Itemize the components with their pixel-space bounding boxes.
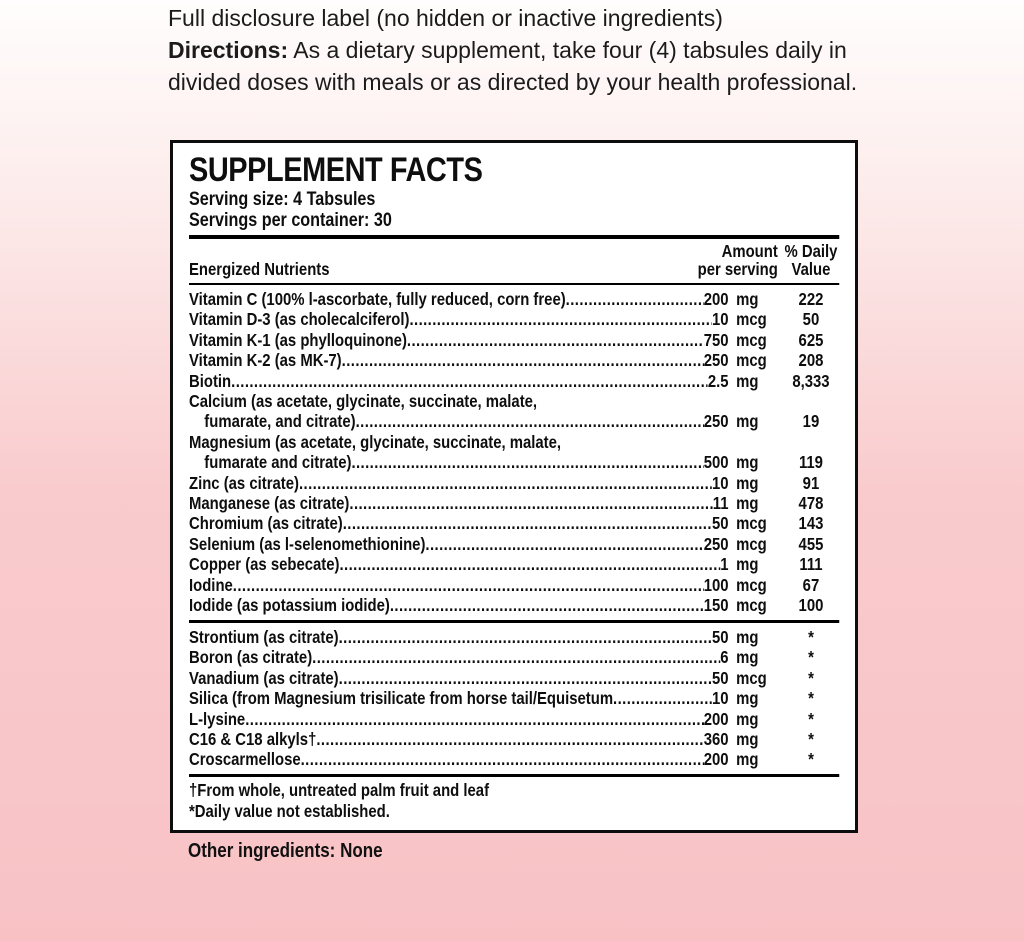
- nutrient-name: Croscarmellose: [189, 749, 301, 770]
- amount-unit: mg: [736, 708, 759, 729]
- nutrient-line: [189, 709, 839, 729]
- nutrient-row: [189, 709, 839, 729]
- nutrient-line: [189, 627, 839, 647]
- amount-unit: mcg: [736, 329, 767, 350]
- supplement-facts-panel: [170, 140, 858, 833]
- directions-text: As a dietary supplement, take four (4) tabsules daily in divided doses with meals or as directed by your health professional.: [168, 37, 858, 95]
- daily-value: *: [808, 688, 814, 709]
- nutrient-row: [189, 289, 839, 309]
- nutrient-name: Boron (as citrate): [189, 647, 313, 668]
- nutrient-row: [189, 473, 839, 493]
- other-ingredients-wrap: [188, 840, 613, 863]
- amount-value: 500: [703, 452, 729, 473]
- amount-header-line2: per serving: [697, 259, 778, 279]
- serving-size: Serving size: 4 Tabsules: [189, 189, 376, 210]
- dot-leader: [301, 749, 704, 769]
- amount-unit: mcg: [736, 350, 767, 371]
- nutrient-row: [189, 688, 839, 708]
- dot-leader: [566, 289, 704, 309]
- nutrient-line: [189, 688, 839, 708]
- nutrient-name: Iodide (as potassium iodide): [189, 595, 390, 616]
- column-header-nutrients: Energized Nutrients: [189, 259, 330, 279]
- daily-value: 19: [802, 411, 820, 432]
- nutrient-row: [189, 513, 839, 533]
- nutrient-row: [189, 729, 839, 749]
- dot-leader: [312, 647, 720, 667]
- amount-unit: mg: [736, 627, 759, 647]
- daily-value: 8,333: [792, 370, 830, 391]
- nutrient-row: [189, 647, 839, 667]
- daily-value: 222: [798, 289, 824, 309]
- column-header-daily-value: [783, 242, 839, 279]
- nutrient-line: [189, 432, 839, 452]
- other-ingredients: Other ingredients: None: [188, 840, 383, 862]
- amount-unit: mg: [736, 554, 759, 575]
- nutrient-line: [189, 330, 839, 350]
- amount-value: 50: [711, 627, 729, 647]
- dot-leader: [351, 452, 703, 472]
- nutrient-name: Biotin: [189, 370, 232, 391]
- nutrient-name: Selenium (as l-selenomethionine): [189, 533, 426, 554]
- nutrient-row: [189, 575, 839, 595]
- nutrient-line: [189, 411, 839, 431]
- amount-unit: mcg: [736, 595, 767, 616]
- dot-leader: [407, 330, 704, 350]
- dot-leader: [356, 411, 704, 431]
- daily-value: 478: [798, 493, 824, 514]
- dot-leader: [245, 709, 703, 729]
- nutrient-name: fumarate, and citrate): [204, 411, 356, 432]
- dot-leader: [231, 371, 708, 391]
- nutrient-line: [189, 473, 839, 493]
- divider: [189, 774, 839, 778]
- amount-unit: mcg: [736, 513, 767, 534]
- panel-content: [189, 153, 839, 822]
- amount-value: 6: [720, 647, 729, 668]
- dv-header-line2: Value: [791, 259, 831, 279]
- nutrient-name: L-lysine: [189, 708, 246, 729]
- servings-per-container: Servings per container: 30: [189, 209, 392, 231]
- nutrient-row: [189, 371, 839, 391]
- daily-value: *: [808, 647, 814, 668]
- nutrient-name: Zinc (as citrate): [189, 472, 299, 493]
- column-header-amount: [698, 242, 783, 279]
- daily-value: 91: [802, 472, 820, 493]
- nutrient-line: [189, 647, 839, 667]
- nutrient-section-main: [189, 289, 839, 616]
- daily-value: *: [808, 667, 814, 688]
- dot-leader: [390, 595, 704, 615]
- footnote-asterisk: *Daily value not established.: [189, 801, 390, 822]
- amount-unit: mg: [736, 493, 759, 514]
- amount-value: 2.5: [707, 370, 729, 391]
- nutrient-line: [189, 350, 839, 370]
- amount-unit: mcg: [736, 667, 767, 688]
- directions-line: [168, 34, 868, 98]
- nutrient-name: Vitamin C (100% l-ascorbate, fully reduced, corn free): [189, 289, 566, 309]
- amount-unit: mcg: [736, 309, 767, 330]
- amount-unit: mg: [736, 370, 759, 391]
- amount-unit: mg: [736, 411, 759, 432]
- nutrient-name: Copper (as sebecate): [189, 554, 340, 575]
- intro-text: [168, 2, 868, 98]
- nutrient-name: C16 & C18 alkyls†: [189, 729, 317, 750]
- nutrient-row: [189, 309, 839, 329]
- divider: [189, 283, 839, 286]
- panel-title: SUPPLEMENT FACTS: [189, 151, 483, 189]
- nutrient-name: Vitamin K-2 (as MK-7): [189, 350, 342, 371]
- nutrient-name: Vitamin K-1 (as phylloquinone): [189, 329, 407, 350]
- amount-value: 360: [703, 729, 729, 750]
- daily-value: 50: [802, 309, 820, 330]
- dot-leader: [409, 309, 712, 329]
- amount-unit: mcg: [736, 533, 767, 554]
- nutrient-row: [189, 432, 839, 473]
- amount-unit: mg: [736, 472, 759, 493]
- amount-value: 250: [703, 350, 729, 371]
- amount-unit: mg: [736, 688, 759, 709]
- footnotes: [189, 780, 839, 822]
- daily-value: 100: [798, 595, 824, 616]
- dot-leader: [233, 575, 704, 595]
- nutrient-name: fumarate and citrate): [204, 452, 352, 473]
- amount-unit: mg: [736, 749, 759, 770]
- amount-value: 150: [703, 595, 729, 616]
- nutrient-row: [189, 391, 839, 432]
- daily-value: 119: [798, 452, 823, 473]
- dot-leader: [299, 473, 712, 493]
- nutrient-row: [189, 749, 839, 769]
- daily-value: *: [808, 627, 814, 647]
- amount-unit: mg: [736, 729, 759, 750]
- daily-value: 111: [799, 554, 823, 575]
- amount-header-line1: Amount: [721, 240, 778, 261]
- nutrient-row: [189, 330, 839, 350]
- nutrient-row: [189, 493, 839, 513]
- amount-value: 200: [703, 708, 729, 729]
- amount-value: 250: [703, 411, 729, 432]
- amount-value: 10: [711, 309, 729, 330]
- dot-leader: [339, 668, 712, 688]
- nutrient-line: [189, 729, 839, 749]
- dot-leader: [342, 350, 704, 370]
- daily-value: 208: [798, 350, 824, 371]
- nutrient-name: Magnesium (as acetate, glycinate, succinate, malate,: [189, 431, 562, 452]
- amount-value: 50: [711, 667, 729, 688]
- daily-value: 625: [798, 329, 824, 350]
- dot-leader: [343, 513, 712, 533]
- nutrient-name: Calcium (as acetate, glycinate, succinate, malate,: [189, 391, 538, 412]
- daily-value: 455: [798, 533, 824, 554]
- daily-value: 143: [798, 513, 824, 534]
- dot-leader: [316, 729, 703, 749]
- nutrient-name: Silica (from Magnesium trisilicate from horse tail/Equisetum: [189, 688, 614, 709]
- full-disclosure-line: Full disclosure label (no hidden or inactive ingredients): [168, 5, 723, 31]
- nutrient-line: [189, 289, 839, 309]
- nutrient-row: [189, 627, 839, 647]
- amount-unit: mcg: [736, 574, 767, 595]
- nutrient-line: [189, 452, 839, 472]
- amount-value: 10: [711, 688, 729, 709]
- nutrient-line: [189, 391, 839, 411]
- amount-value: 200: [703, 749, 729, 770]
- dot-leader: [339, 627, 712, 647]
- amount-unit: mg: [736, 647, 759, 668]
- amount-unit: mg: [736, 289, 759, 309]
- amount-value: 250: [703, 533, 729, 554]
- daily-value: *: [808, 729, 814, 750]
- divider: [189, 620, 839, 624]
- nutrient-line: [189, 668, 839, 688]
- amount-value: 50: [711, 513, 729, 534]
- dot-leader: [613, 688, 712, 708]
- dot-leader: [339, 554, 720, 574]
- nutrient-name: Strontium (as citrate): [189, 627, 339, 647]
- dot-leader: [425, 534, 703, 554]
- amount-value: 10: [711, 472, 729, 493]
- amount-value: 11: [712, 493, 729, 514]
- nutrient-line: [189, 575, 839, 595]
- daily-value: 67: [802, 574, 820, 595]
- nutrient-line: [189, 371, 839, 391]
- directions-label: Directions:: [168, 37, 289, 63]
- nutrient-line: [189, 749, 839, 769]
- daily-value: *: [808, 749, 814, 770]
- nutrient-line: [189, 513, 839, 533]
- nutrient-name: Vanadium (as citrate): [189, 667, 339, 688]
- amount-value: 1: [720, 554, 729, 575]
- table-header: [189, 242, 839, 279]
- nutrient-row: [189, 668, 839, 688]
- nutrient-name: Iodine: [189, 574, 233, 595]
- nutrient-line: [189, 554, 839, 574]
- daily-value: *: [808, 708, 814, 729]
- nutrient-row: [189, 350, 839, 370]
- nutrient-section-secondary: [189, 627, 839, 770]
- dv-header-line1: % Daily: [784, 240, 838, 261]
- nutrient-row: [189, 554, 839, 574]
- amount-value: 200: [703, 289, 729, 309]
- nutrient-name: Chromium (as citrate): [189, 513, 343, 534]
- amount-unit: mg: [736, 452, 759, 473]
- nutrient-row: [189, 534, 839, 554]
- amount-value: 750: [703, 329, 729, 350]
- divider: [189, 235, 839, 239]
- nutrient-name: Manganese (as citrate): [189, 493, 350, 514]
- nutrient-row: [189, 595, 839, 615]
- nutrient-line: [189, 534, 839, 554]
- nutrient-line: [189, 493, 839, 513]
- nutrient-name: Vitamin D-3 (as cholecalciferol): [189, 309, 410, 330]
- nutrient-line: [189, 309, 839, 329]
- dot-leader: [349, 493, 712, 513]
- footnote-dagger: †From whole, untreated palm fruit and leaf: [189, 780, 490, 801]
- amount-value: 100: [703, 574, 729, 595]
- nutrient-line: [189, 595, 839, 615]
